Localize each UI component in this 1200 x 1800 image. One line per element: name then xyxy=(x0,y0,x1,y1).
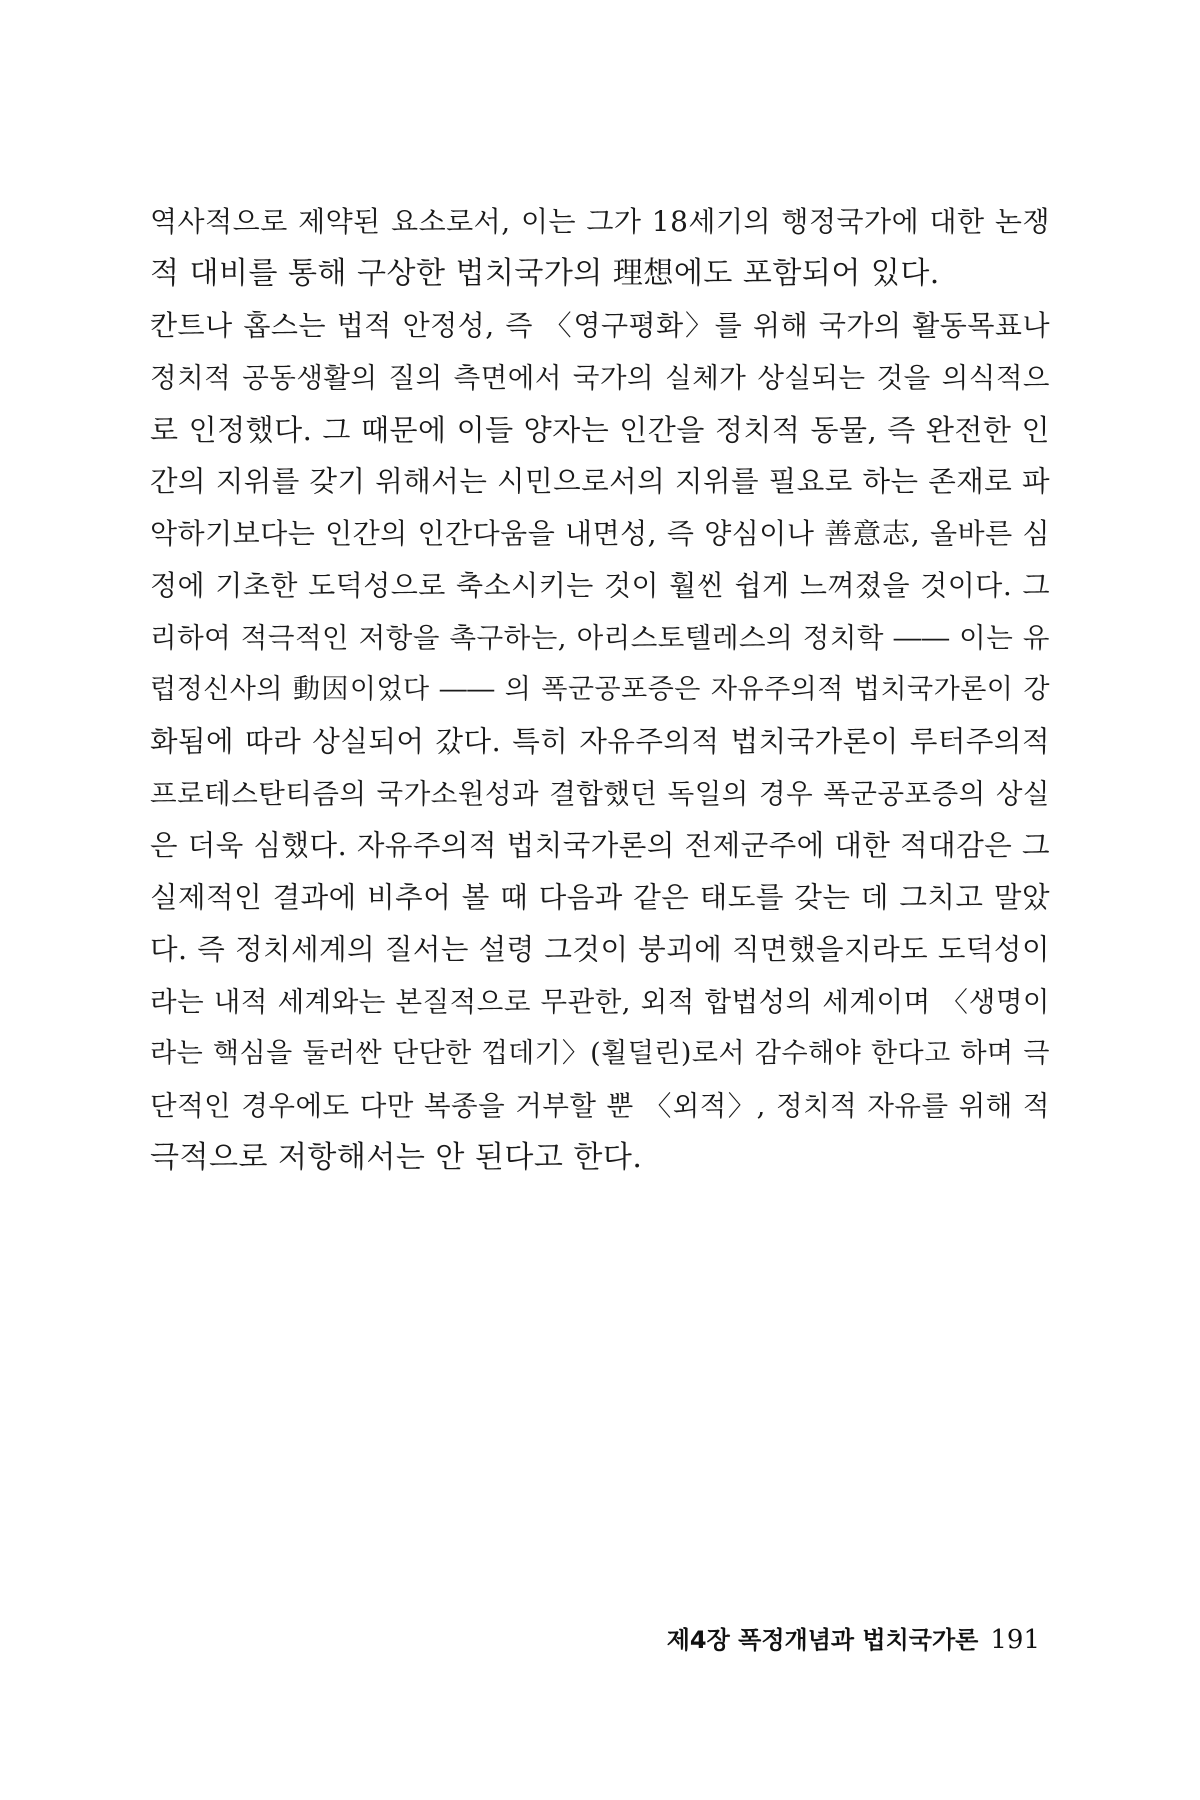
text-line: 칸트나 홉스는 법적 안정성, 즉 〈영구평화〉를 위해 국가의 활동목표나 xyxy=(150,309,1050,342)
text-line: 단적인 경우에도 다만 복종을 거부할 뿐 〈외적〉, 정치적 자유를 위해 적 xyxy=(150,1090,1050,1122)
text-line: 적 대비를 통해 구상한 법치국가의 理想에도 포함되어 있다. xyxy=(150,256,940,291)
text-line: 역사적으로 제약된 요소로서, 이는 그가 18세기의 행정국가에 대한 논쟁 xyxy=(150,205,1050,238)
text-line: 간의 지위를 갖기 위해서는 시민으로서의 지위를 필요로 하는 존재로 파 xyxy=(150,465,1050,498)
body-text xyxy=(150,196,1050,1184)
running-footer xyxy=(640,1620,1040,1655)
text-line: 프로테스탄티즘의 국가소원성과 결합했던 독일의 경우 폭군공포증의 상실 xyxy=(150,778,1050,810)
page-number: 191 xyxy=(990,1625,1040,1655)
text-line: 정에 기초한 도덕성으로 축소시키는 것이 훨씬 쉽게 느껴졌을 것이다. 그 xyxy=(150,569,1050,602)
text-line: 로 인정했다. 그 때문에 이들 양자는 인간을 정치적 동물, 즉 완전한 인 xyxy=(150,413,1050,447)
text-line: 악하기보다는 인간의 인간다움을 내면성, 즉 양심이나 善意志, 올바른 심 xyxy=(150,517,1050,550)
text-line: 극적으로 저항해서는 안 된다고 한다. xyxy=(150,1140,643,1175)
text-line: 실제적인 결과에 비추어 볼 때 다음과 같은 태도를 갖는 데 그치고 말았 xyxy=(150,881,1050,914)
text-line: 정치적 공동생활의 질의 측면에서 국가의 실체가 상실되는 것을 의식적으 xyxy=(150,362,1050,394)
text-line: 라는 핵심을 둘러싼 단단한 껍데기〉(횔덜린)로서 감수해야 한다고 하며 극 xyxy=(150,1038,1050,1069)
chapter-title: 제4장 폭정개념과 법치국가론 xyxy=(666,1626,979,1654)
text-line: 리하여 적극적인 저항을 촉구하는, 아리스토텔레스의 정치학 ―― 이는 유 xyxy=(150,622,1050,654)
text-line: 화됨에 따라 상실되어 갔다. 특히 자유주의적 법치국가론이 루터주의적 xyxy=(150,725,1050,758)
text-line: 럽정신사의 動因이었다 ―― 의 폭군공포증은 자유주의적 법치국가론이 강 xyxy=(150,674,1050,705)
text-line: 은 더욱 심했다. 자유주의적 법치국가론의 전제군주에 대한 적대감은 그 xyxy=(150,829,1050,862)
text-line: 라는 내적 세계와는 본질적으로 무관한, 외적 합법성의 세계이며 〈생명이 xyxy=(150,986,1050,1018)
text-line: 다. 즉 정치세계의 질서는 설령 그것이 붕괴에 직면했을지라도 도덕성이 xyxy=(150,933,1050,966)
